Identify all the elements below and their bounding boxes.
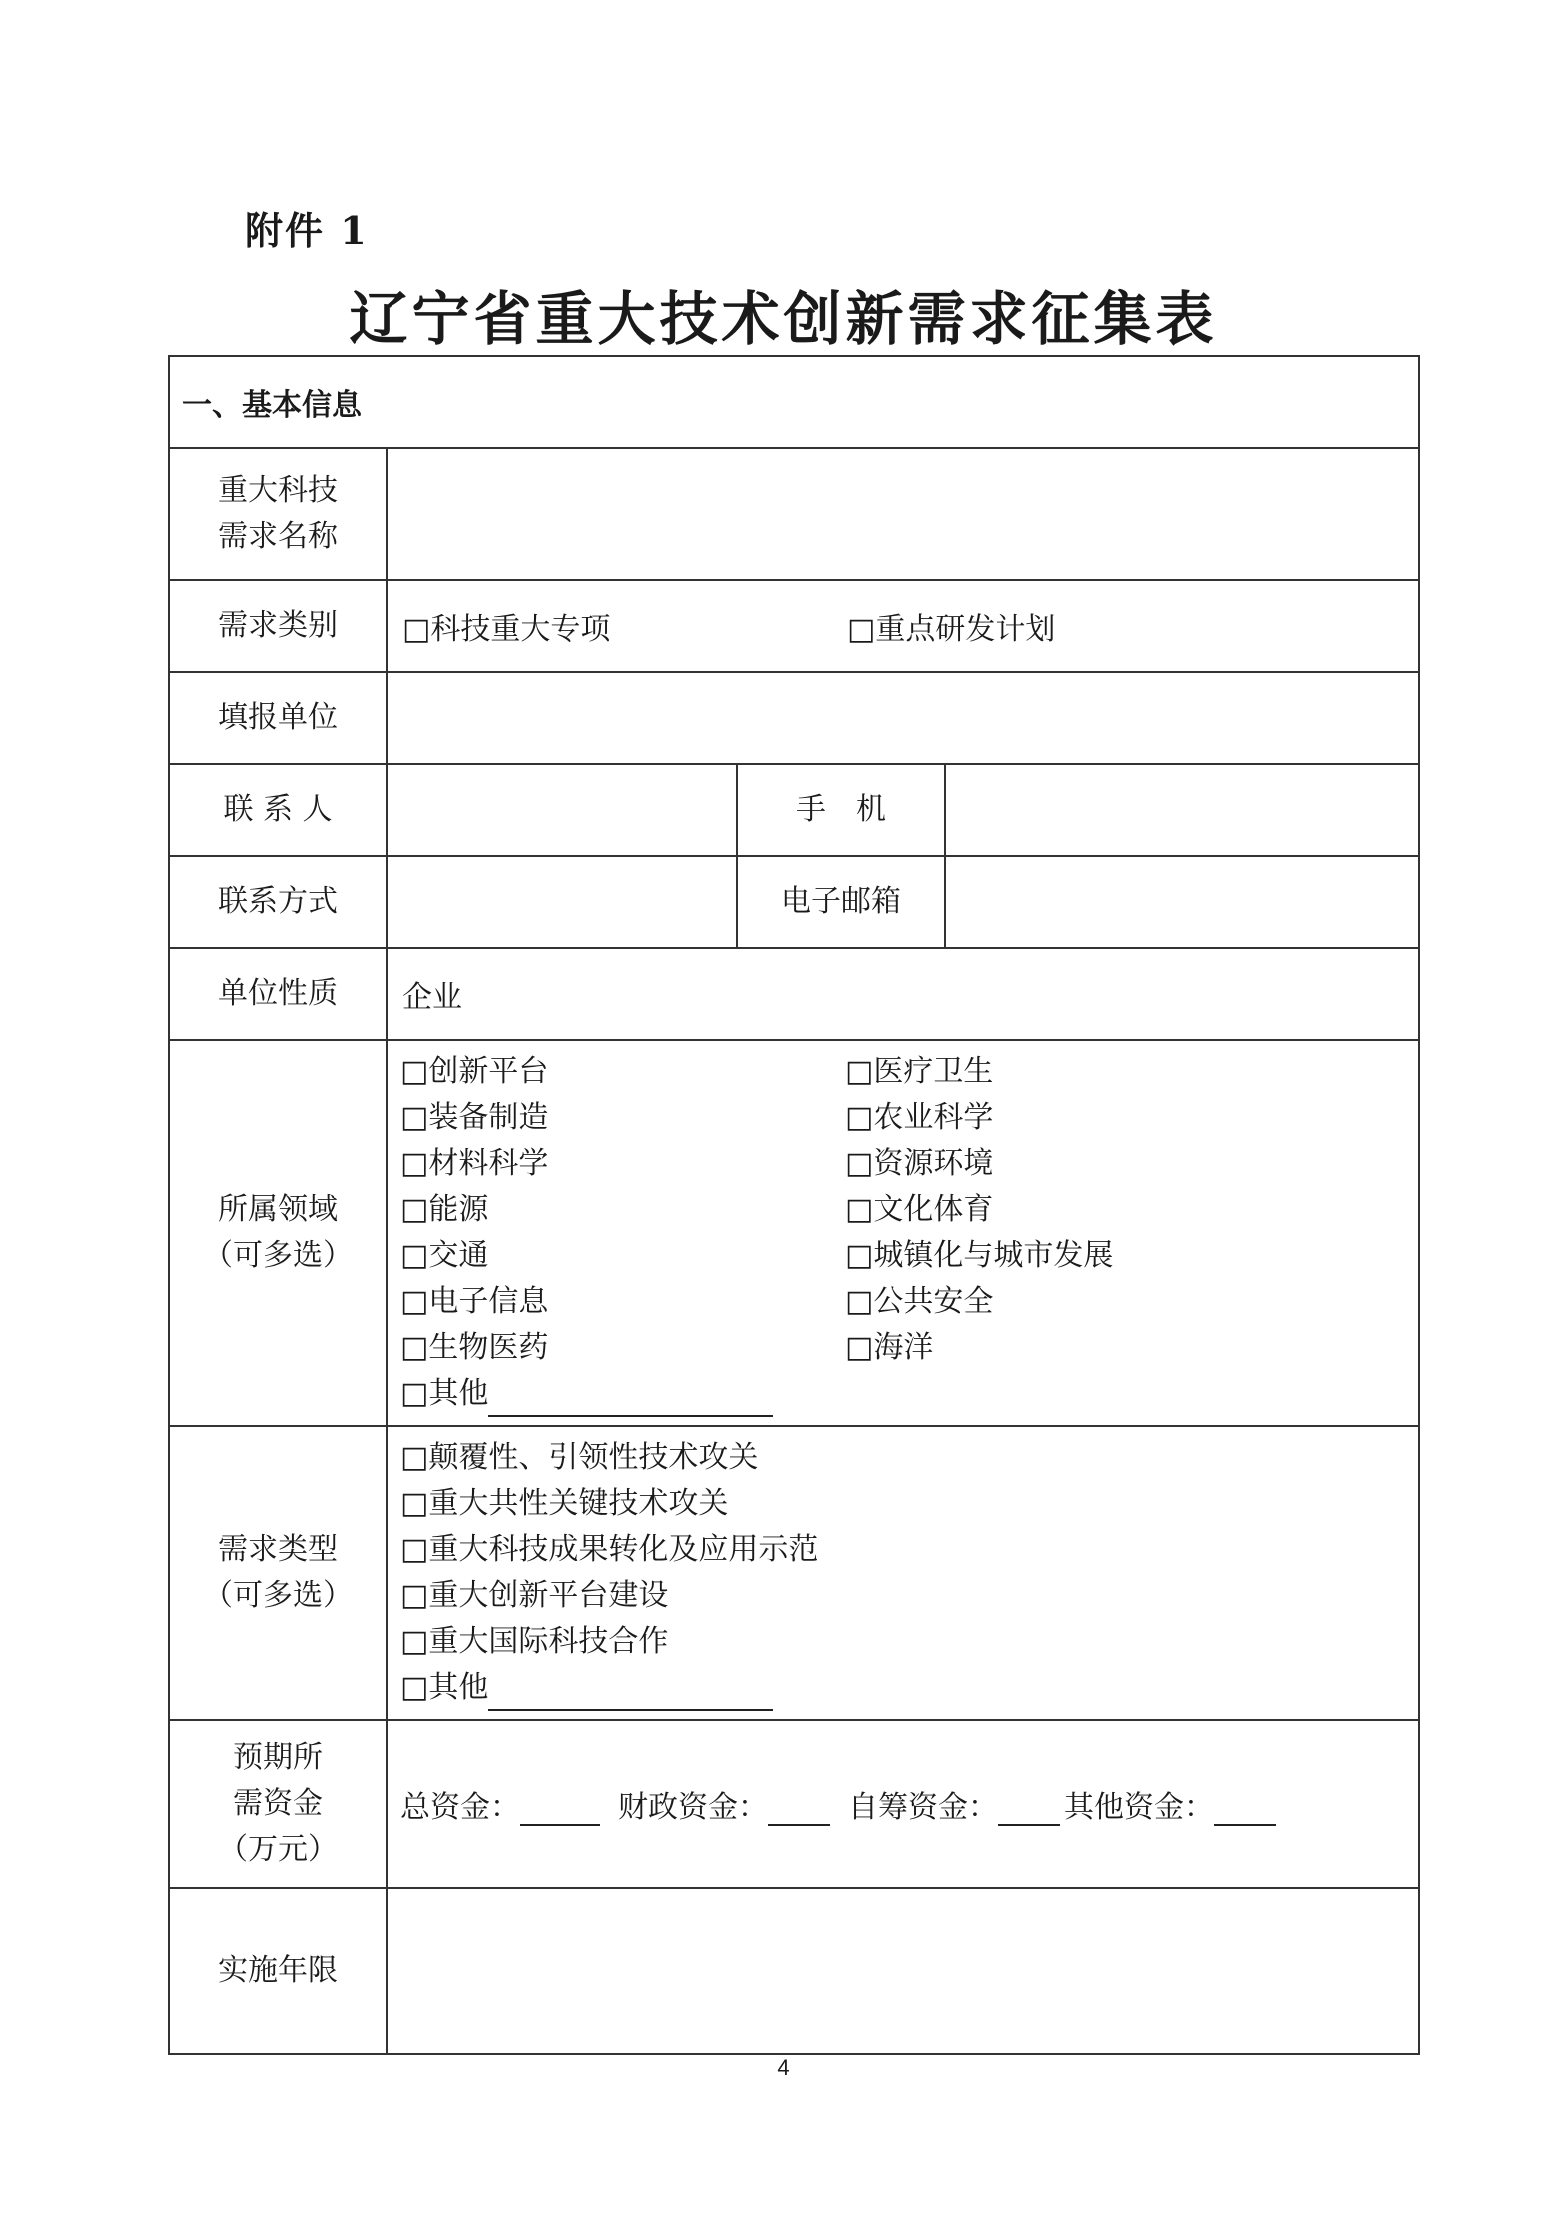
other-label: □其他 [400,1670,489,1705]
demand-name-label [169,448,387,580]
other-blank[interactable] [488,1385,773,1417]
field-option[interactable]: □装备制造 [400,1100,549,1135]
form-title: 辽宁省重大技术创新需求征集表 [349,285,1218,353]
fund-total-blank[interactable] [520,1794,600,1826]
field-option[interactable]: □电子信息 [400,1284,549,1319]
field-option[interactable]: □文化体育 [845,1192,994,1227]
fund-total-label: 总资金： [400,1790,520,1825]
type-options [387,1426,1419,1720]
unit-field[interactable] [387,672,1419,764]
field-option[interactable]: □能源 [400,1192,489,1227]
fund-field [387,1720,1419,1888]
type-option-other[interactable] [400,1665,1418,1711]
field-option[interactable]: □城镇化与城市发展 [845,1238,1114,1273]
label-line: （可多选） [203,1578,353,1613]
label-line: 预期所 [233,1740,323,1775]
label-line: 所属领域 [218,1192,338,1227]
demand-name-field[interactable] [387,448,1419,580]
field-label [169,1040,387,1426]
label-line: 需求名称 [218,519,338,554]
unit-label: 填报单位 [169,672,387,764]
contact-method-label: 联系方式 [169,856,387,948]
fund-fiscal-blank[interactable] [768,1794,830,1826]
label-line: 重大科技 [218,473,338,508]
field-option[interactable]: □海洋 [845,1330,934,1365]
type-option[interactable]: □颠覆性、引领性技术攻关 [400,1440,759,1475]
field-options [387,1040,1419,1426]
contact-method-field[interactable] [387,856,737,948]
category-option-major-project[interactable]: □科技重大专项 [402,612,611,647]
contact-label: 联 系 人 [169,764,387,856]
field-option[interactable]: □医疗卫生 [845,1054,994,1089]
other-label: □其他 [400,1376,489,1411]
demand-category-field [387,580,1419,672]
years-label: 实施年限 [169,1888,387,2054]
label-line: 需资金 [233,1786,323,1821]
contact-field[interactable] [387,764,737,856]
fund-other-label: 其他资金： [1064,1790,1214,1825]
field-option-other[interactable] [400,1371,845,1417]
section-basic-info: 一、基本信息 [169,356,1419,448]
field-option[interactable]: □交通 [400,1238,489,1273]
field-option[interactable]: □生物医药 [400,1330,549,1365]
other-blank[interactable] [488,1679,773,1711]
email-field[interactable] [945,856,1419,948]
type-label [169,1426,387,1720]
years-field[interactable] [387,1888,1419,2054]
type-option[interactable]: □重大科技成果转化及应用示范 [400,1532,819,1567]
field-option[interactable]: □材料科学 [400,1146,549,1181]
label-line: （万元） [218,1832,338,1867]
phone-label: 手 机 [737,764,945,856]
field-option[interactable]: □农业科学 [845,1100,994,1135]
fund-self-label: 自筹资金： [848,1790,998,1825]
type-option[interactable]: □重大共性关键技术攻关 [400,1486,729,1521]
unit-nature-value[interactable]: 企业 [387,948,1419,1040]
label-line: 需求类型 [218,1532,338,1567]
field-option[interactable]: □公共安全 [845,1284,994,1319]
demand-category-label: 需求类别 [169,580,387,672]
type-option[interactable]: □重大国际科技合作 [400,1624,669,1659]
field-option[interactable]: □创新平台 [400,1054,549,1089]
attachment-label: 附件 1 [245,208,369,253]
label-line: （可多选） [203,1238,353,1273]
type-option[interactable]: □重大创新平台建设 [400,1578,669,1613]
category-option-key-rd[interactable]: □重点研发计划 [847,612,1056,647]
email-label: 电子邮箱 [737,856,945,948]
phone-field[interactable] [945,764,1419,856]
fund-fiscal-label: 财政资金： [618,1790,768,1825]
unit-nature-label: 单位性质 [169,948,387,1040]
demand-form-table [168,355,1420,2055]
fund-other-blank[interactable] [1214,1794,1276,1826]
fund-self-blank[interactable] [998,1794,1060,1826]
page-number: 4 [777,2055,790,2080]
field-option[interactable]: □资源环境 [845,1146,994,1181]
fund-label [169,1720,387,1888]
